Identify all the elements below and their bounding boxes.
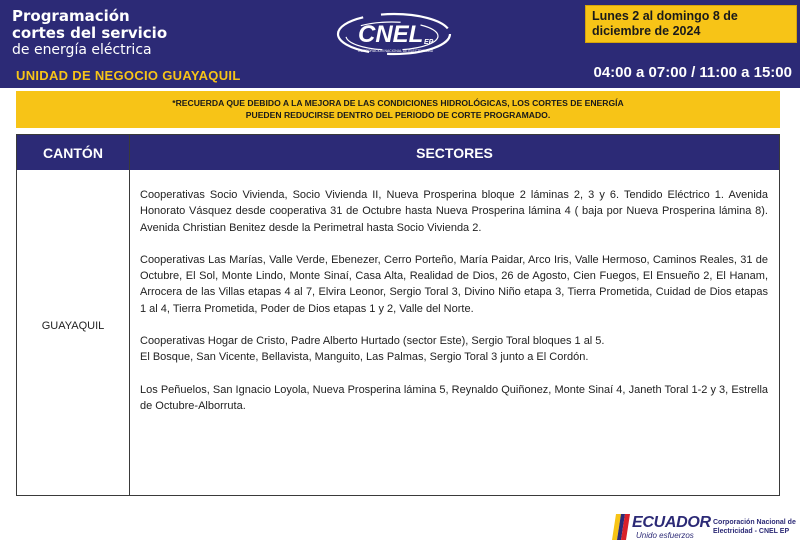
date-range-box xyxy=(585,5,797,43)
sector-paragraph: El Bosque, San Vicente, Bellavista, Manguito, Las Palmas, Sergio Toral 3 junto a El Cordón. xyxy=(140,351,589,364)
column-divider xyxy=(129,135,130,495)
notice-text xyxy=(16,97,780,121)
header-canton: CANTÓN xyxy=(17,135,129,170)
sector-paragraph-group xyxy=(140,333,768,366)
sectores-cell xyxy=(140,187,768,430)
sector-paragraph: Cooperativas Socio Vivienda, Socio Vivienda II, Nueva Prosperina bloque 2 láminas 2, 3 y 6. Tendido Eléctrico 1. Avenida Honorato Vásquez desde cooperativa 31 de Octubre hasta Nueva Prosperina lámina 4 ( baja por Nueva Prosperina lámina 8). Avenida Christian Benitez desde la Perimetral hasta Socio Vivienda 2. xyxy=(140,189,768,234)
sector-paragraph: Los Peñuelos, San Ignacio Loyola, Nueva Prosperina lámina 5, Reynaldo Quiñonez, Monte Sinaí 4, Janeth Toral 1-2 y 3, Estrella de Octubre-Alborruta. xyxy=(140,383,768,412)
canton-cell: GUAYAQUIL xyxy=(41,320,105,332)
title-line-3: de energía eléctrica xyxy=(12,42,152,58)
notice-line-2: PUEDEN REDUCIRSE DENTRO DEL PERIODO DE CORTE PROGRAMADO. xyxy=(245,110,551,120)
ecuador-flag-icon xyxy=(612,514,630,540)
sectors-table xyxy=(16,134,780,496)
footer-brand: ECUADOR xyxy=(632,514,711,531)
sector-paragraph: Cooperativas Hogar de Cristo, Padre Alberto Hurtado (sector Este), Sergio Toral bloques 1 al 5. xyxy=(140,335,605,348)
cnel-logo xyxy=(332,10,482,62)
logo-text: CNEL xyxy=(358,21,424,48)
logo-subtitle: CORPORACIÓN NACIONAL DE ELECTRICIDAD xyxy=(358,49,434,53)
header-banner xyxy=(0,0,800,88)
date-range: Lunes 2 al domingo 8 de diciembre de 2024 xyxy=(592,9,738,38)
header-sectores: SECTORES xyxy=(130,135,779,170)
notice-line-1: *RECUERDA QUE DEBIDO A LA MEJORA DE LAS CONDICIONES HIDROLÓGICAS, LOS CORTES DE ENERGÍA xyxy=(172,98,624,108)
hours: 04:00 a 07:00 / 11:00 a 15:00 xyxy=(593,64,792,81)
unidad-negocio: UNIDAD DE NEGOCIO GUAYAQUIL xyxy=(16,68,241,83)
notice-banner xyxy=(16,91,780,128)
sector-paragraph: Cooperativas Las Marías, Valle Verde, Ebenezer, Cerro Porteño, María Paidar, Arco Iris, Valle Hermoso, Caminos Reales, 31 de Octubre, El Sol, Monte Lindo, Monte Sinaí, Casa Alta, Realidad de Dios, 26 de Agosto, Cien Fuegos, El Ensueño 2, El Hanam, Arrocera de las Villas etapas 4 al 7, Elvira Leonor, Sergio Toral 3, Divino Niño etapa 3, Tierra Prometida, Cuidad de Dios etapas 1 al 4, Tierra Prometida, Poder de Dios etapas 1 y 2, Valle del Norte. xyxy=(140,253,768,315)
footer-tagline: Unido esfuerzos xyxy=(636,531,694,540)
title-line-2: cortes del servicio xyxy=(12,24,168,42)
title-line-1: Programación xyxy=(12,7,130,25)
logo-ep: EP xyxy=(424,39,434,46)
footer-corp: Corporación Nacional de Electricidad - CNEL EP xyxy=(713,519,796,535)
